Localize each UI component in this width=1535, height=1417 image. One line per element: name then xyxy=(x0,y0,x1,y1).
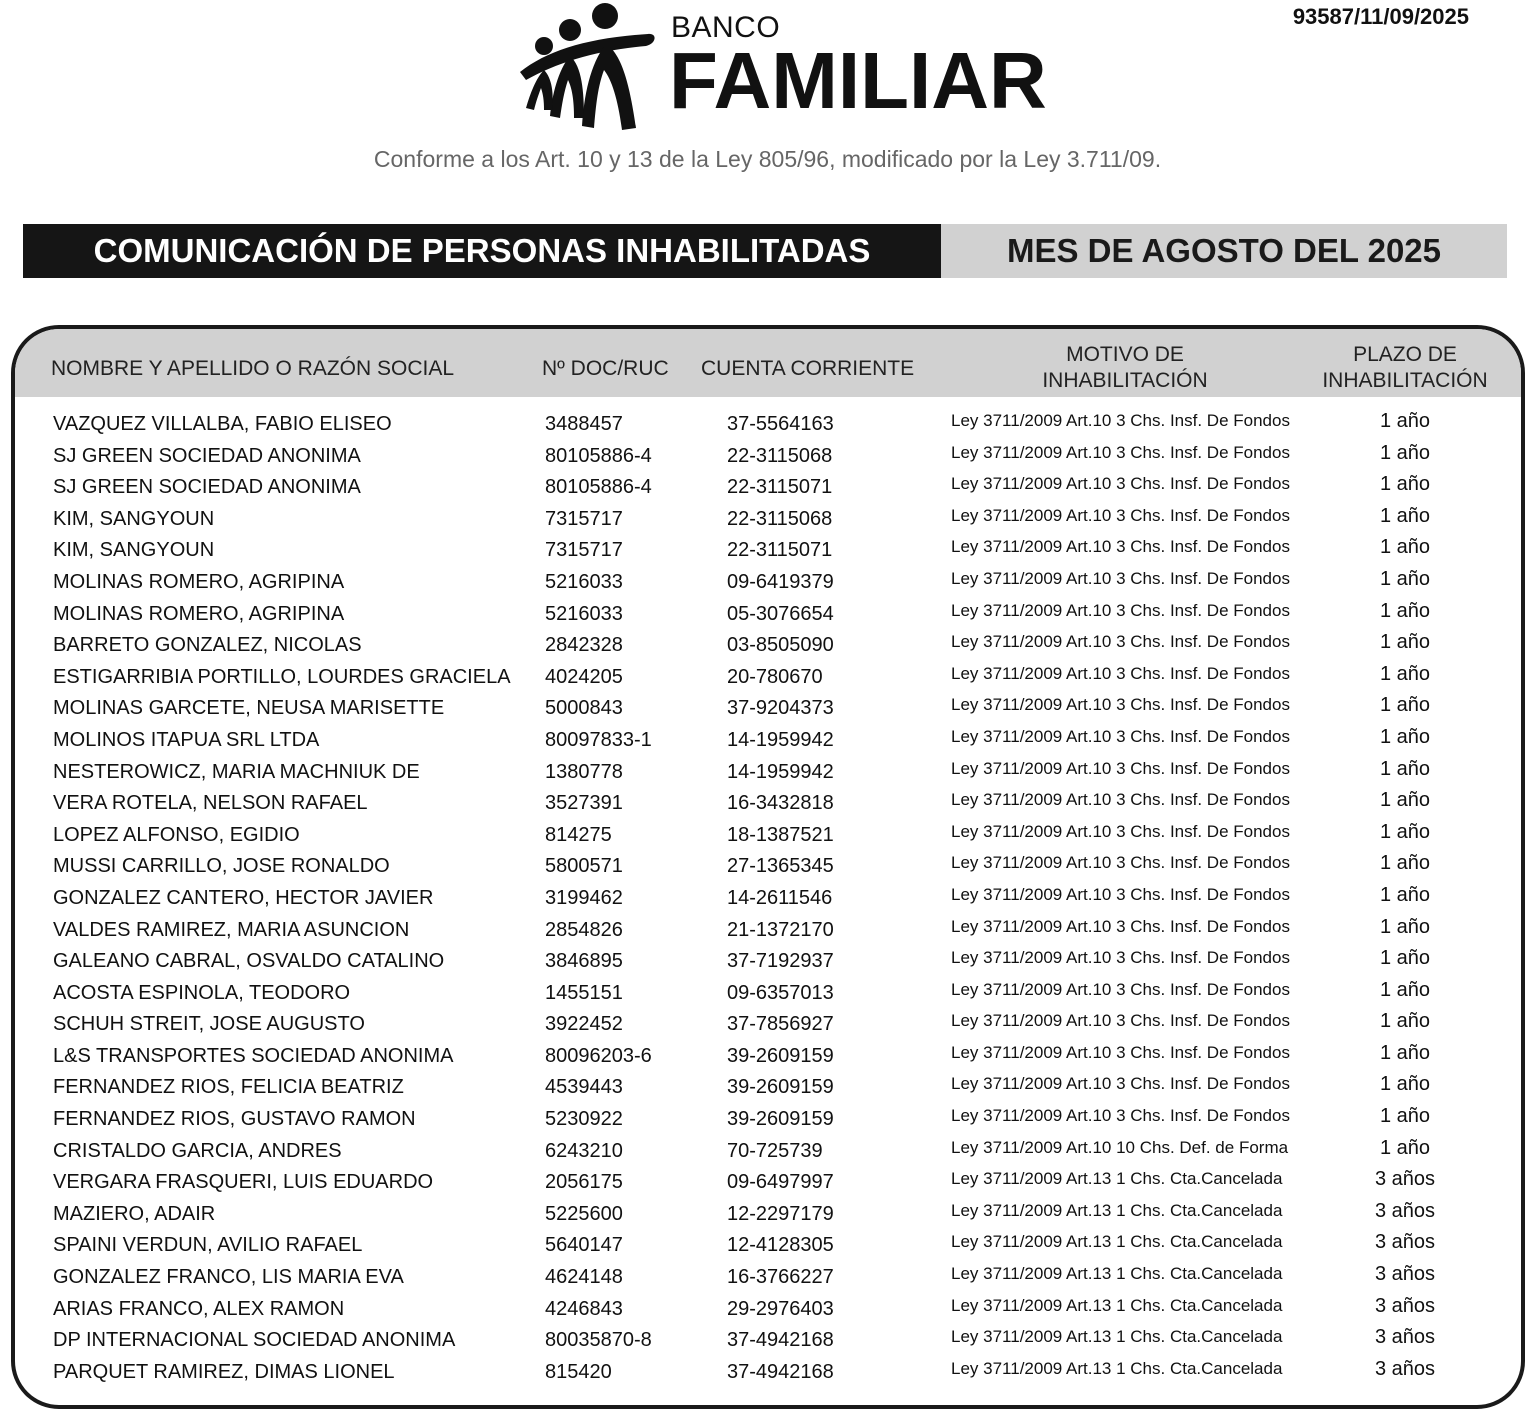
cell-name: VAZQUEZ VILLALBA, FABIO ELISEO xyxy=(53,413,392,435)
cell-doc: 5216033 xyxy=(545,570,623,593)
cell-name: DP INTERNACIONAL SOCIEDAD ANONIMA xyxy=(53,1329,456,1352)
header-name: NOMBRE Y APELLIDO O RAZÓN SOCIAL xyxy=(51,357,455,380)
cell-doc: 3488457 xyxy=(545,413,623,435)
brand-name-small: BANCO xyxy=(671,11,781,44)
cell-reason: Ley 3711/2009 Art.10 3 Chs. Insf. De Fondos xyxy=(951,853,1290,873)
cell-term: 1 año xyxy=(1379,820,1431,843)
cell-term: 3 años xyxy=(1374,1168,1436,1191)
cell-name: ACOSTA ESPINOLA, TEODORO xyxy=(53,981,351,1004)
bank-logo xyxy=(518,0,1047,135)
cell-account: 22-3115068 xyxy=(727,444,833,467)
cell-doc: 1380778 xyxy=(545,760,623,783)
cell-doc: 4024205 xyxy=(545,665,623,688)
cell-reason: Ley 3711/2009 Art.10 3 Chs. Insf. De Fondos xyxy=(951,568,1290,588)
header-term xyxy=(1305,342,1505,394)
cell-reason: Ley 3711/2009 Art.10 3 Chs. Insf. De Fondos xyxy=(951,1074,1290,1094)
cell-doc: 5216033 xyxy=(545,602,623,625)
cell-reason: Ley 3711/2009 Art.10 3 Chs. Insf. De Fondos xyxy=(951,505,1290,525)
cell-doc: 814275 xyxy=(545,823,612,846)
table-row xyxy=(15,757,1521,789)
cell-doc: 2854826 xyxy=(545,918,623,941)
cell-term: 1 año xyxy=(1379,1073,1431,1096)
cell-term: 1 año xyxy=(1379,883,1431,906)
header-reason-line1: MOTIVO DE xyxy=(1066,343,1184,366)
cell-doc: 5225600 xyxy=(545,1202,623,1225)
cell-reason: Ley 3711/2009 Art.10 3 Chs. Insf. De Fondos xyxy=(951,979,1290,999)
cell-name: MOLINOS ITAPUA SRL LTDA xyxy=(53,728,320,751)
header-reason xyxy=(1005,342,1245,394)
cell-account: 12-2297179 xyxy=(727,1202,834,1225)
table-row xyxy=(15,1357,1521,1389)
cell-name: MOLINAS ROMERO, AGRIPINA xyxy=(53,602,345,625)
cell-term: 1 año xyxy=(1379,631,1431,654)
cell-reason: Ley 3711/2009 Art.10 3 Chs. Insf. De Fondos xyxy=(951,411,1290,430)
cell-account: 22-3115068 xyxy=(727,507,833,530)
cell-term: 3 años xyxy=(1374,1231,1436,1254)
table-row xyxy=(15,441,1521,473)
cell-account: 09-6497997 xyxy=(727,1171,834,1194)
cell-doc: 7315717 xyxy=(545,539,623,562)
table-row xyxy=(15,409,1521,441)
cell-name: KIM, SANGYOUN xyxy=(53,539,215,562)
table-row xyxy=(15,1041,1521,1073)
header-reason-line2: INHABILITACIÓN xyxy=(1042,369,1208,392)
cell-doc: 5000843 xyxy=(545,697,623,720)
cell-name: SJ GREEN SOCIEDAD ANONIMA xyxy=(53,476,361,499)
cell-doc: 5230922 xyxy=(545,1108,623,1131)
cell-doc: 80105886-4 xyxy=(545,444,652,467)
table-row xyxy=(15,630,1521,662)
table-row xyxy=(15,1136,1521,1168)
cell-account: 27-1365345 xyxy=(727,855,834,878)
cell-account: 20-780670 xyxy=(727,665,823,688)
cell-term: 3 años xyxy=(1374,1199,1436,1222)
banner-title: COMUNICACIÓN DE PERSONAS INHABILITADAS xyxy=(23,224,941,278)
table-row xyxy=(15,1230,1521,1262)
cell-term: 1 año xyxy=(1379,473,1431,496)
cell-account: 14-2611546 xyxy=(727,886,833,909)
cell-name: CRISTALDO GARCIA, ANDRES xyxy=(53,1139,342,1162)
cell-term: 1 año xyxy=(1379,1041,1431,1064)
cell-name: ESTIGARRIBIA PORTILLO, LOURDES GRACIELA xyxy=(53,665,511,688)
cell-doc: 80096203-6 xyxy=(545,1044,652,1067)
table-row xyxy=(15,1325,1521,1357)
cell-name: MAZIERO, ADAIR xyxy=(53,1202,216,1225)
cell-account: 22-3115071 xyxy=(727,476,833,499)
cell-account: 18-1387521 xyxy=(727,823,834,846)
cell-account: 12-4128305 xyxy=(727,1234,834,1257)
table-row xyxy=(15,504,1521,536)
cell-doc: 815420 xyxy=(545,1360,612,1383)
cell-doc: 80105886-4 xyxy=(545,476,652,499)
table-row xyxy=(15,1104,1521,1136)
table-row xyxy=(15,1262,1521,1294)
table-row xyxy=(15,1072,1521,1104)
table-row xyxy=(15,1167,1521,1199)
header-term-line2: INHABILITACIÓN xyxy=(1322,369,1488,392)
cell-name: MUSSI CARRILLO, JOSE RONALDO xyxy=(53,855,390,878)
cell-account: 37-7856927 xyxy=(727,1013,834,1036)
table-row xyxy=(15,1009,1521,1041)
cell-doc: 4246843 xyxy=(545,1297,623,1320)
cell-reason: Ley 3711/2009 Art.13 1 Chs. Cta.Cancelada xyxy=(951,1232,1283,1252)
cell-reason: Ley 3711/2009 Art.10 3 Chs. Insf. De Fondos xyxy=(951,821,1290,841)
brand-name-big: FAMILIAR xyxy=(669,36,1047,125)
table-row xyxy=(15,946,1521,978)
cell-term: 1 año xyxy=(1379,757,1431,780)
header-doc: Nº DOC/RUC xyxy=(542,357,669,380)
cell-term: 1 año xyxy=(1379,725,1431,748)
cell-account: 37-4942168 xyxy=(727,1360,834,1383)
cell-doc: 3527391 xyxy=(545,792,623,815)
cell-term: 3 años xyxy=(1374,1357,1436,1380)
cell-name: GONZALEZ CANTERO, HECTOR JAVIER xyxy=(53,886,434,909)
table-row xyxy=(15,1294,1521,1326)
cell-reason: Ley 3711/2009 Art.10 3 Chs. Insf. De Fondos xyxy=(951,884,1290,904)
cell-account: 37-9204373 xyxy=(727,697,834,720)
cell-doc: 4539443 xyxy=(545,1076,623,1099)
cell-name: VERA ROTELA, NELSON RAFAEL xyxy=(53,792,368,815)
cell-name: FERNANDEZ RIOS, GUSTAVO RAMON xyxy=(53,1108,416,1131)
cell-reason: Ley 3711/2009 Art.10 3 Chs. Insf. De Fondos xyxy=(951,632,1290,652)
cell-reason: Ley 3711/2009 Art.10 3 Chs. Insf. De Fondos xyxy=(951,1106,1290,1126)
cell-account: 03-8505090 xyxy=(727,634,834,657)
cell-name: KIM, SANGYOUN xyxy=(53,507,215,530)
banner-period: MES DE AGOSTO DEL 2025 xyxy=(941,224,1507,278)
cell-term: 1 año xyxy=(1379,599,1431,622)
cell-reason: Ley 3711/2009 Art.10 3 Chs. Insf. De Fondos xyxy=(951,663,1290,683)
cell-doc: 5800571 xyxy=(545,855,623,878)
cell-term: 1 año xyxy=(1379,694,1431,717)
cell-term: 3 años xyxy=(1374,1294,1436,1317)
header-account: CUENTA CORRIENTE xyxy=(701,357,915,380)
cell-account: 16-3432818 xyxy=(727,792,834,815)
table-row xyxy=(15,472,1521,504)
cell-account: 09-6357013 xyxy=(727,981,834,1004)
cell-doc: 2056175 xyxy=(545,1171,623,1194)
cell-doc: 1455151 xyxy=(545,981,623,1004)
cell-name: MOLINAS GARCETE, NEUSA MARISETTE xyxy=(53,697,445,720)
cell-reason: Ley 3711/2009 Art.13 1 Chs. Cta.Cancelada xyxy=(951,1264,1283,1284)
cell-name: L&S TRANSPORTES SOCIEDAD ANONIMA xyxy=(53,1044,454,1067)
cell-name: BARRETO GONZALEZ, NICOLAS xyxy=(53,634,362,657)
cell-reason: Ley 3711/2009 Art.10 3 Chs. Insf. De Fondos xyxy=(951,1011,1290,1031)
cell-name: NESTEROWICZ, MARIA MACHNIUK DE xyxy=(53,760,420,783)
cell-account: 09-6419379 xyxy=(727,570,834,593)
cell-account: 21-1372170 xyxy=(727,918,834,941)
cell-reason: Ley 3711/2009 Art.10 3 Chs. Insf. De Fondos xyxy=(951,948,1290,968)
cell-name: SPAINI VERDUN, AVILIO RAFAEL xyxy=(53,1234,363,1257)
cell-account: 39-2609159 xyxy=(727,1108,834,1131)
cell-term: 1 año xyxy=(1379,978,1431,1001)
cell-reason: Ley 3711/2009 Art.13 1 Chs. Cta.Cancelada xyxy=(951,1169,1283,1189)
cell-doc: 80035870-8 xyxy=(545,1329,652,1352)
table-header xyxy=(15,329,1521,397)
cell-reason: Ley 3711/2009 Art.13 1 Chs. Cta.Cancelada xyxy=(951,1200,1283,1220)
cell-name: FERNANDEZ RIOS, FELICIA BEATRIZ xyxy=(53,1076,404,1099)
table-row xyxy=(15,693,1521,725)
table-row xyxy=(15,535,1521,567)
cell-reason: Ley 3711/2009 Art.10 3 Chs. Insf. De Fondos xyxy=(951,442,1290,462)
table-row xyxy=(15,599,1521,631)
cell-account: 14-1959942 xyxy=(727,728,834,751)
cell-name: SCHUH STREIT, JOSE AUGUSTO xyxy=(53,1013,365,1036)
cell-term: 1 año xyxy=(1379,567,1431,590)
table-row xyxy=(15,978,1521,1010)
cell-name: MOLINAS ROMERO, AGRIPINA xyxy=(53,570,345,593)
cell-term: 1 año xyxy=(1379,789,1431,812)
cell-doc: 7315717 xyxy=(545,507,623,530)
cell-account: 29-2976403 xyxy=(727,1297,834,1320)
cell-term: 1 año xyxy=(1379,915,1431,938)
cell-reason: Ley 3711/2009 Art.13 1 Chs. Cta.Cancelada xyxy=(951,1327,1283,1347)
cell-name: LOPEZ ALFONSO, EGIDIO xyxy=(53,823,300,846)
cell-reason: Ley 3711/2009 Art.10 3 Chs. Insf. De Fondos xyxy=(951,1042,1290,1062)
cell-account: 14-1959942 xyxy=(727,760,834,783)
table-row xyxy=(15,725,1521,757)
cell-reason: Ley 3711/2009 Art.10 3 Chs. Insf. De Fondos xyxy=(951,726,1290,746)
table-row xyxy=(15,883,1521,915)
cell-term: 1 año xyxy=(1379,536,1431,559)
table-row xyxy=(15,915,1521,947)
cell-term: 3 años xyxy=(1374,1263,1436,1286)
cell-account: 37-4942168 xyxy=(727,1329,834,1352)
cell-reason: Ley 3711/2009 Art.13 1 Chs. Cta.Cancelada xyxy=(951,1295,1283,1315)
cell-name: VERGARA FRASQUERI, LUIS EDUARDO xyxy=(53,1171,434,1194)
cell-reason: Ley 3711/2009 Art.13 1 Chs. Cta.Cancelada xyxy=(951,1358,1283,1378)
legal-subtitle: Conforme a los Art. 10 y 13 de la Ley 805/96, modificado por la Ley 3.711/09. xyxy=(373,146,1162,172)
cell-name: PARQUET RAMIREZ, DIMAS LIONEL xyxy=(53,1360,395,1383)
cell-doc: 3199462 xyxy=(545,886,623,909)
cell-name: GALEANO CABRAL, OSVALDO CATALINO xyxy=(53,950,445,973)
cell-account: 39-2609159 xyxy=(727,1076,834,1099)
cell-reason: Ley 3711/2009 Art.10 3 Chs. Insf. De Fondos xyxy=(951,790,1290,810)
cell-term: 3 años xyxy=(1374,1326,1436,1349)
reference-code: 93587/11/09/2025 xyxy=(1292,4,1469,29)
disqualified-persons-table xyxy=(11,325,1525,1409)
cell-account: 16-3766227 xyxy=(727,1266,834,1289)
family-figures-icon xyxy=(518,0,668,135)
cell-name: SJ GREEN SOCIEDAD ANONIMA xyxy=(53,444,361,467)
cell-account: 39-2609159 xyxy=(727,1044,834,1067)
cell-name: VALDES RAMIREZ, MARIA ASUNCION xyxy=(53,918,410,941)
cell-term: 1 año xyxy=(1379,947,1431,970)
cell-term: 1 año xyxy=(1379,1136,1431,1159)
cell-doc: 4624148 xyxy=(545,1266,623,1289)
cell-reason: Ley 3711/2009 Art.10 3 Chs. Insf. De Fondos xyxy=(951,695,1290,715)
cell-reason: Ley 3711/2009 Art.10 3 Chs. Insf. De Fondos xyxy=(951,758,1290,778)
cell-reason: Ley 3711/2009 Art.10 3 Chs. Insf. De Fondos xyxy=(951,474,1290,494)
cell-term: 1 año xyxy=(1379,1010,1431,1033)
cell-doc: 80097833-1 xyxy=(545,728,652,751)
cell-reason: Ley 3711/2009 Art.10 10 Chs. Def. de Forma xyxy=(951,1137,1289,1157)
table-row xyxy=(15,851,1521,883)
table-row xyxy=(15,567,1521,599)
cell-term: 1 año xyxy=(1379,1105,1431,1128)
cell-reason: Ley 3711/2009 Art.10 3 Chs. Insf. De Fondos xyxy=(951,916,1290,936)
cell-doc: 5640147 xyxy=(545,1234,623,1257)
cell-term: 1 año xyxy=(1379,504,1431,527)
table-row xyxy=(15,788,1521,820)
cell-doc: 3846895 xyxy=(545,950,623,973)
cell-name: GONZALEZ FRANCO, LIS MARIA EVA xyxy=(53,1266,404,1289)
cell-account: 22-3115071 xyxy=(727,539,833,562)
cell-term: 1 año xyxy=(1379,852,1431,875)
cell-account: 37-7192937 xyxy=(727,950,834,973)
cell-name: ARIAS FRANCO, ALEX RAMON xyxy=(53,1297,345,1320)
cell-term: 1 año xyxy=(1379,410,1431,432)
cell-term: 1 año xyxy=(1379,662,1431,685)
table-body xyxy=(15,409,1521,1388)
cell-account: 70-725739 xyxy=(727,1139,823,1162)
cell-reason: Ley 3711/2009 Art.10 3 Chs. Insf. De Fondos xyxy=(951,537,1290,557)
cell-doc: 3922452 xyxy=(545,1013,623,1036)
cell-doc: 6243210 xyxy=(545,1139,623,1162)
cell-account: 05-3076654 xyxy=(727,602,834,625)
cell-reason: Ley 3711/2009 Art.10 3 Chs. Insf. De Fondos xyxy=(951,600,1290,620)
table-row xyxy=(15,820,1521,852)
table-row xyxy=(15,662,1521,694)
cell-account: 37-5564163 xyxy=(727,413,834,435)
table-row xyxy=(15,1199,1521,1231)
cell-doc: 2842328 xyxy=(545,634,623,657)
cell-term: 1 año xyxy=(1379,441,1431,464)
header-term-line1: PLAZO DE xyxy=(1353,343,1457,366)
